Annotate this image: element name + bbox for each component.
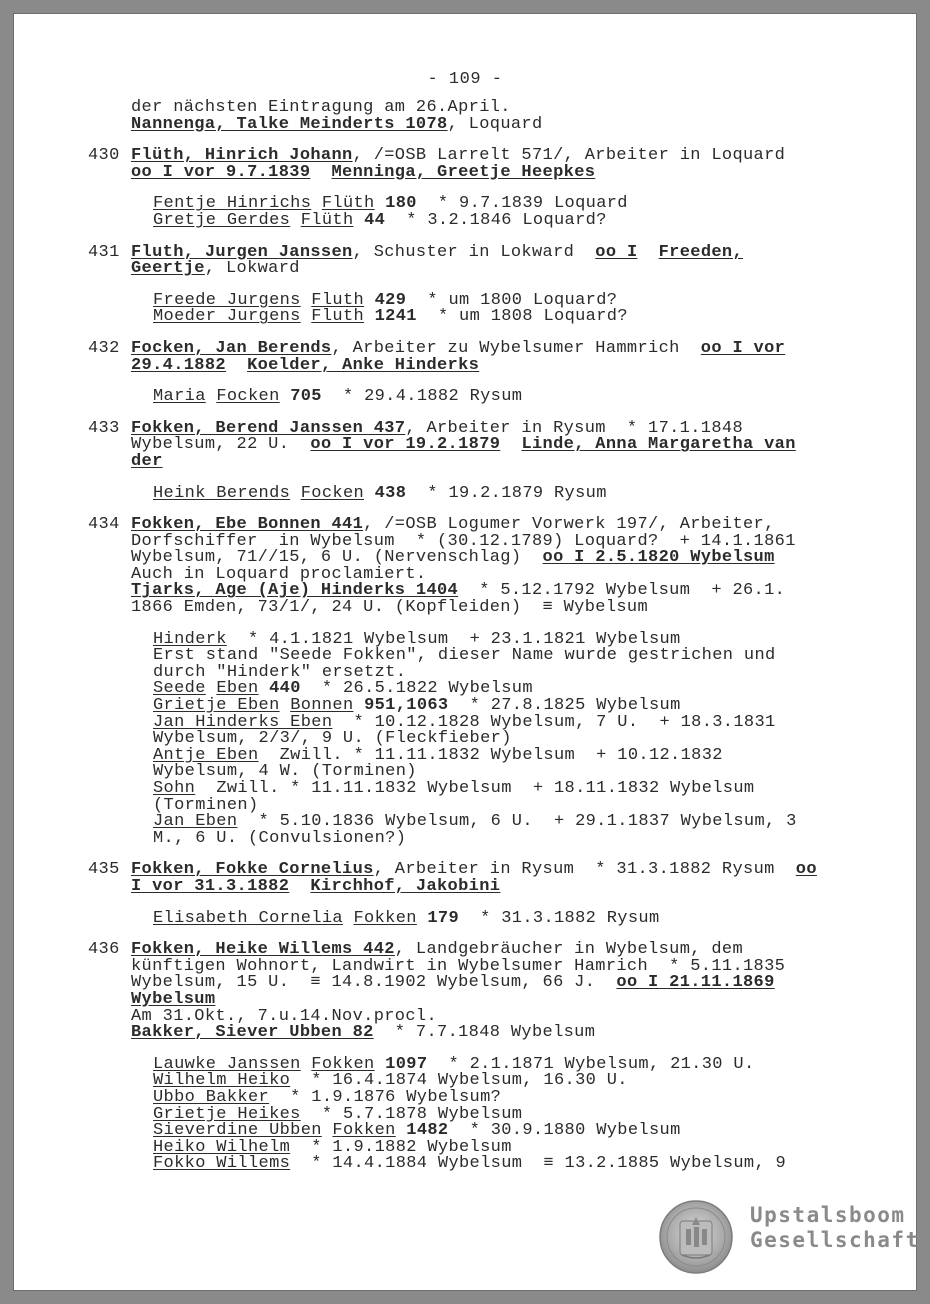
entry-430 (88, 148, 868, 229)
child-note: (Torminen) (153, 795, 259, 815)
entry-head: 435 Fokken, Fokke Cornelius, Arbeiter in Rysum * 31.3.1882 Rysum oo (88, 860, 817, 880)
entry-head: 436 Fokken, Heike Willems 442, Landgebräucher in Wybelsum, dem (88, 940, 744, 960)
spouse-line: Bakker, Siever Ubben 82 * 7.7.1848 Wybelsum (131, 1023, 596, 1043)
child-note: Erst stand "Seede Fokken", dieser Name wurde gestrichen und (153, 646, 776, 666)
page-number: - 109 - (427, 70, 503, 89)
entry-head: 431 Fluth, Jurgen Janssen, Schuster in Lokward oo I Freeden, (88, 242, 744, 262)
child-line: Fokko Willems * 14.4.1884 Wybelsum ≡ 13.2.1885 Wybelsum, 9 (153, 1154, 787, 1174)
child-line: Seede Eben 440 * 26.5.1822 Wybelsum (153, 679, 533, 699)
child-line: Sieverdine Ubben Fokken 1482 * 30.9.1880 Wybelsum (153, 1121, 681, 1141)
entry-431 (88, 242, 868, 327)
child-note: Wybelsum, 2/3/, 9 U. (Fleckfieber) (153, 729, 512, 749)
seal-icon (658, 1199, 734, 1275)
spouse-line: Tjarks, Age (Aje) Hinderks 1404 * 5.12.1792 Wybelsum + 26.1. (131, 581, 786, 601)
child-line: Hinderk * 4.1.1821 Wybelsum + 23.1.1821 Wybelsum (153, 629, 681, 649)
child-line: Ubbo Bakker * 1.9.1876 Wybelsum? (153, 1087, 502, 1107)
society-logo (658, 1199, 920, 1279)
child-line: Elisabeth Cornelia Fokken 179 * 31.3.1882 Rysum (153, 908, 660, 928)
child-note: durch "Hinderk" ersetzt. (153, 662, 407, 682)
child-line: Lauwke Janssen Fokken 1097 * 2.1.1871 Wybelsum, 21.30 U. (153, 1054, 755, 1074)
marriage-line: I vor 31.3.1882 Kirchhof, Jakobini (131, 876, 501, 896)
text-line: Am 31.Okt., 7.u.14.Nov.procl. (131, 1006, 437, 1026)
child-line: Moeder Jurgens Fluth 1241 * um 1808 Loquard? (153, 307, 628, 327)
marriage-line: 29.4.1882 Koelder, Anke Hinderks (131, 355, 480, 375)
logo-line: Gesellschaft (750, 1228, 920, 1252)
text-line: Auch in Loquard proclamiert. (131, 564, 427, 584)
entry-head: 434 Fokken, Ebe Bonnen 441, /=OSB Logumer Vorwerk 197/, Arbeiter, (88, 515, 775, 535)
child-line: Wilhelm Heiko * 16.4.1874 Wybelsum, 16.30 U. (153, 1071, 628, 1091)
entry-433 (88, 418, 868, 503)
child-line: Antje Eben Zwill. * 11.11.1832 Wybelsum + 10.12.1832 (153, 745, 723, 765)
entry-head: 430 Flüth, Hinrich Johann, /=OSB Larrelt 571/, Arbeiter in Loquard (88, 146, 786, 166)
entry-435 (88, 862, 868, 927)
text-line: Geertje, Lokward (131, 259, 300, 279)
marriage-line: oo I vor 9.7.1839 Menninga, Greetje Heepkes (131, 162, 596, 182)
child-line: Heink Berends Focken 438 * 19.2.1879 Rysum (153, 483, 607, 503)
child-line: Gretje Gerdes Flüth 44 * 3.2.1846 Loquard? (153, 210, 607, 230)
marriage-line: Wybelsum, 71//15, 6 U. (Nervenschlag) oo I 2.5.1820 Wybelsum (131, 548, 775, 568)
text-line: der (131, 451, 163, 471)
text-line: Dorfschiffer in Wybelsum * (30.12.1789) Loquard? + 14.1.1861 (131, 531, 796, 551)
text-line: Nannenga, Talke Meinderts 1078, Loquard (131, 114, 543, 134)
text-line: der nächsten Eintragung am 26.April. (131, 98, 511, 117)
child-line: Grietje Eben Bonnen 951,1063 * 27.8.1825 Wybelsum (153, 696, 681, 716)
logo-line: Upstalsboom (750, 1203, 906, 1227)
text-line: Wybelsum (131, 989, 216, 1009)
marriage-line: Wybelsum, 15 U. ≡ 14.8.1902 Wybelsum, 66 J. oo I 21.11.1869 (131, 973, 775, 993)
child-note: Wybelsum, 4 W. (Torminen) (153, 762, 417, 782)
child-line: Heiko Wilhelm * 1.9.1882 Wybelsum (153, 1137, 512, 1157)
logo-text (750, 1203, 920, 1253)
entry-head: 433 Fokken, Berend Janssen 437, Arbeiter in Rysum * 17.1.1848 (88, 418, 743, 438)
child-line: Grietje Heikes * 5.7.1878 Wybelsum (153, 1104, 523, 1124)
marriage-line: Wybelsum, 22 U. oo I vor 19.2.1879 Linde, Anna Margaretha van (131, 435, 796, 455)
child-line: Jan Hinderks Eben * 10.12.1828 Wybelsum, 7 U. + 18.3.1831 (153, 712, 776, 732)
document-page (14, 14, 920, 1290)
text-line: 1866 Emden, 73/1/, 24 U. (Kopfleiden) ≡ Wybelsum (131, 598, 649, 618)
child-note: M., 6 U. (Convulsionen?) (153, 828, 407, 848)
child-line: Freede Jurgens Fluth 429 * um 1800 Loquard? (153, 290, 618, 310)
text-line: künftigen Wohnort, Landwirt in Wybelsumer Hamrich * 5.11.1835 (131, 956, 786, 976)
entry-434 (88, 517, 868, 847)
child-line: Jan Eben * 5.10.1836 Wybelsum, 6 U. + 29.1.1837 Wybelsum, 3 (153, 812, 797, 832)
child-line: Maria Focken 705 * 29.4.1882 Rysum (153, 387, 523, 407)
entry-head: 432 Focken, Jan Berends, Arbeiter zu Wybelsumer Hammrich oo I vor (88, 338, 786, 358)
page-frame (14, 14, 920, 1290)
document-body (88, 100, 868, 1173)
child-line: Fentje Hinrichs Flüth 180 * 9.7.1839 Loquard (153, 194, 628, 214)
child-line: Sohn Zwill. * 11.11.1832 Wybelsum + 18.11.1832 Wybelsum (153, 779, 755, 798)
entry-432 (88, 338, 868, 407)
entry-436 (88, 942, 868, 1173)
